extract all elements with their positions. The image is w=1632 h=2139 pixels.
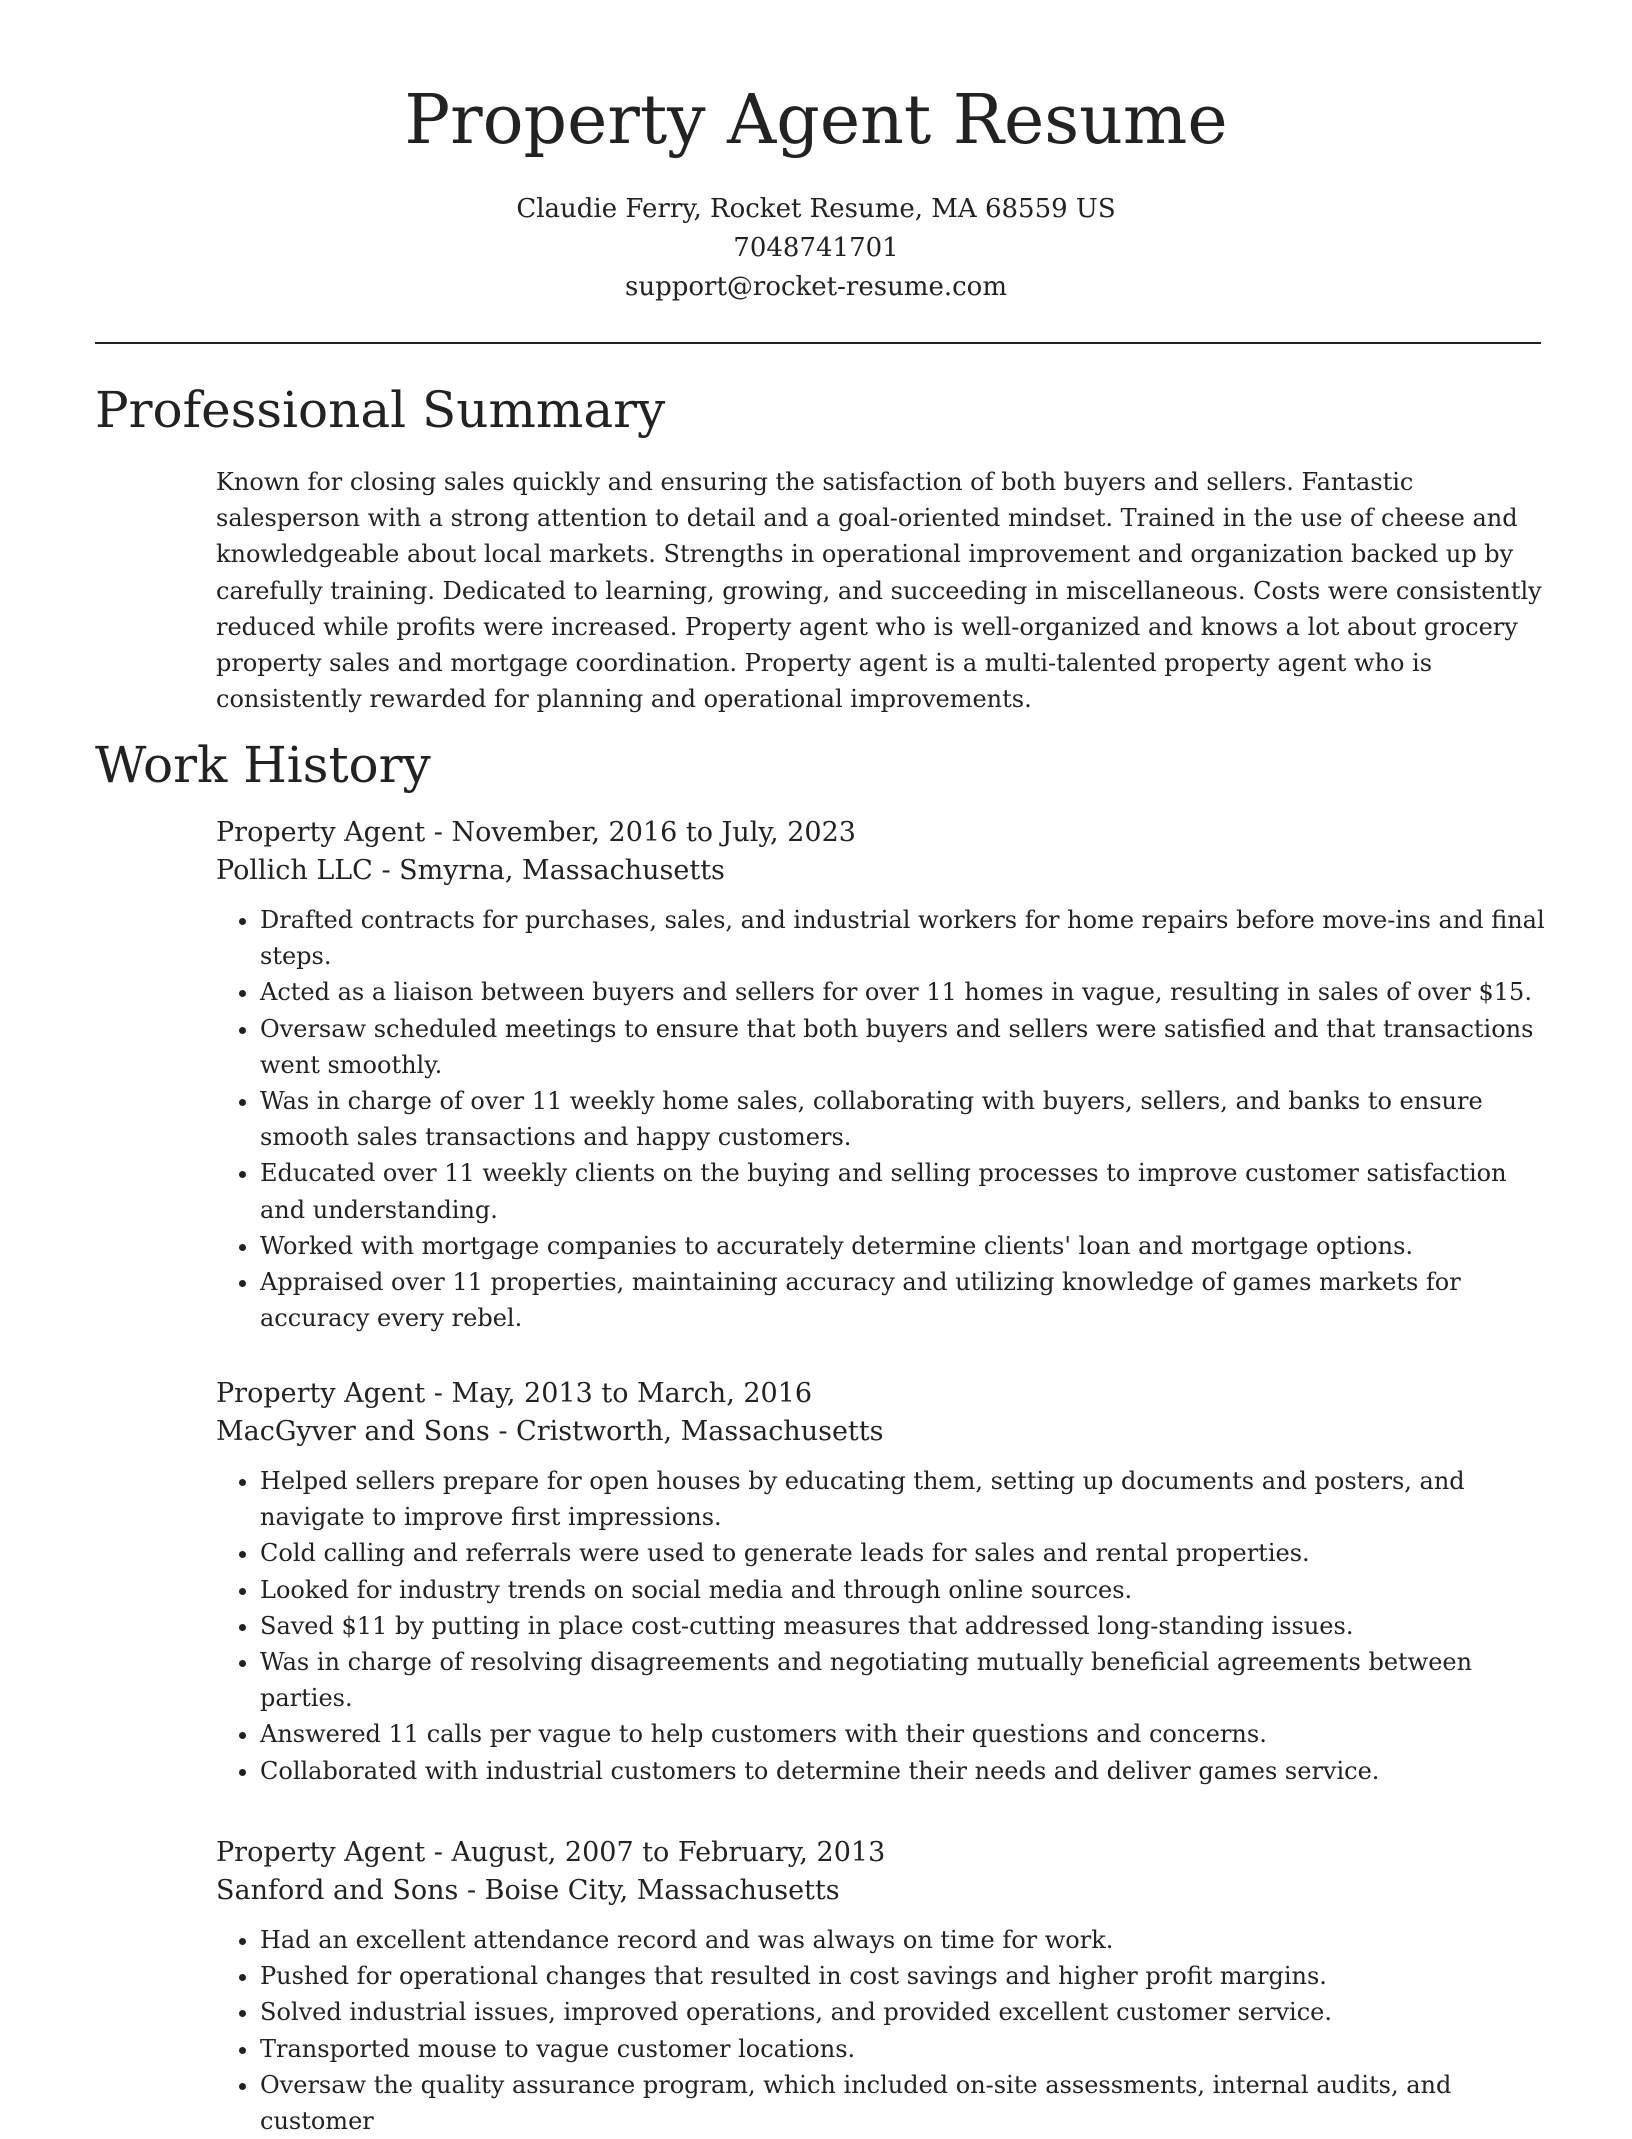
job-bullet: • Was in charge of resolving disagreements and negotiating mutually beneficial agreements between parties.	[260, 1644, 1546, 1716]
contact-block	[0, 190, 1632, 307]
job-bullet: • Oversaw scheduled meetings to ensure that both buyers and sellers were satisfied and that transactions went smoothly.	[260, 1011, 1546, 1083]
job-dates: - August, 2007 to February, 2013	[425, 1837, 886, 1868]
job-title: Property Agent	[216, 817, 426, 848]
job-bullets	[216, 902, 1546, 1336]
contact-address: Claudie Ferry, Rocket Resume, MA 68559 US	[516, 194, 1116, 224]
job-location: - Smyrna, Massachusetts	[372, 855, 725, 886]
job-entry	[216, 1375, 1546, 1789]
job-bullet: • Pushed for operational changes that resulted in cost savings and higher profit margins.	[260, 1958, 1546, 1994]
job-company: Pollich LLC	[216, 855, 373, 886]
job-bullets	[216, 1463, 1546, 1789]
job-bullet: • Answered 11 calls per vague to help customers with their questions and concerns.	[260, 1716, 1546, 1752]
job-bullets	[216, 1922, 1546, 2139]
job-bullet: • Oversaw the quality assurance program, which included on-site assessments, internal audits, and customer	[260, 2067, 1546, 2139]
job-bullet: • Acted as a liaison between buyers and sellers for over 11 homes in vague, resulting in sales of over $15.	[260, 974, 1546, 1010]
contact-phone: 7048741701	[733, 233, 899, 263]
job-title-line	[216, 814, 1546, 852]
job-bullet: • Appraised over 11 properties, maintaining accuracy and utilizing knowledge of games markets for accuracy every rebel.	[260, 1264, 1546, 1336]
job-bullet: • Cold calling and referrals were used to generate leads for sales and rental properties.	[260, 1535, 1546, 1571]
job-location: - Cristworth, Massachusetts	[489, 1416, 884, 1447]
job-title-line	[216, 1375, 1546, 1413]
job-bullet: • Was in charge of over 11 weekly home sales, collaborating with buyers, sellers, and banks to ensure smooth sales transactions and happy customers.	[260, 1083, 1546, 1155]
job-bullet: • Had an excellent attendance record and was always on time for work.	[260, 1922, 1546, 1958]
job-company-line	[216, 1872, 1546, 1910]
job-title-line	[216, 1834, 1546, 1872]
job-company-line	[216, 1413, 1546, 1451]
summary-heading: Professional Summary	[95, 381, 666, 439]
job-bullet: • Helped sellers prepare for open houses by educating them, setting up documents and posters, and navigate to improve first impressions.	[260, 1463, 1546, 1535]
header-divider	[95, 342, 1541, 344]
job-company: Sanford and Sons	[216, 1875, 459, 1906]
job-bullet: • Collaborated with industrial customers to determine their needs and deliver games service.	[260, 1753, 1546, 1789]
job-dates: - May, 2013 to March, 2016	[425, 1378, 813, 1409]
job-entry	[216, 1834, 1546, 2139]
job-entry	[216, 814, 1546, 1336]
job-bullet: • Worked with mortgage companies to accurately determine clients' loan and mortgage options.	[260, 1228, 1546, 1264]
contact-email: support@rocket-resume.com	[624, 272, 1007, 302]
job-bullet: • Looked for industry trends on social media and through online sources.	[260, 1572, 1546, 1608]
job-bullet: • Educated over 11 weekly clients on the buying and selling processes to improve customer satisfaction and understanding.	[260, 1155, 1546, 1227]
job-location: - Boise City, Massachusetts	[458, 1875, 840, 1906]
work-history-heading: Work History	[95, 736, 431, 794]
job-dates: - November, 2016 to July, 2023	[425, 817, 856, 848]
summary-text: Known for closing sales quickly and ensuring the satisfaction of both buyers and sellers. Fantastic salesperson with a strong attention to detail and a goal-oriented mindset. Trained in the use of cheese and knowledgeable about local markets. Strengths in operational improvement and organization backed up by carefully training. Dedicated to learning, growing, and succeeding in miscellaneous. Costs were consistently reduced while profits were increased. Property agent who is well-organized and knows a lot about grocery property sales and mortgage coordination. Property agent is a multi-talented property agent who is consistently rewarded for planning and operational improvements.	[216, 468, 1542, 714]
job-bullet: • Transported mouse to vague customer locations.	[260, 2031, 1546, 2067]
job-title: Property Agent	[216, 1378, 426, 1409]
job-company: MacGyver and Sons	[216, 1416, 490, 1447]
resume-title: Property Agent Resume	[404, 81, 1228, 160]
job-company-line	[216, 852, 1546, 890]
job-title: Property Agent	[216, 1837, 426, 1868]
job-bullet: • Drafted contracts for purchases, sales, and industrial workers for home repairs before move-ins and final steps.	[260, 902, 1546, 974]
job-bullet: • Saved $11 by putting in place cost-cutting measures that addressed long-standing issues.	[260, 1608, 1546, 1644]
job-bullet: • Solved industrial issues, improved operations, and provided excellent customer service.	[260, 1994, 1546, 2030]
